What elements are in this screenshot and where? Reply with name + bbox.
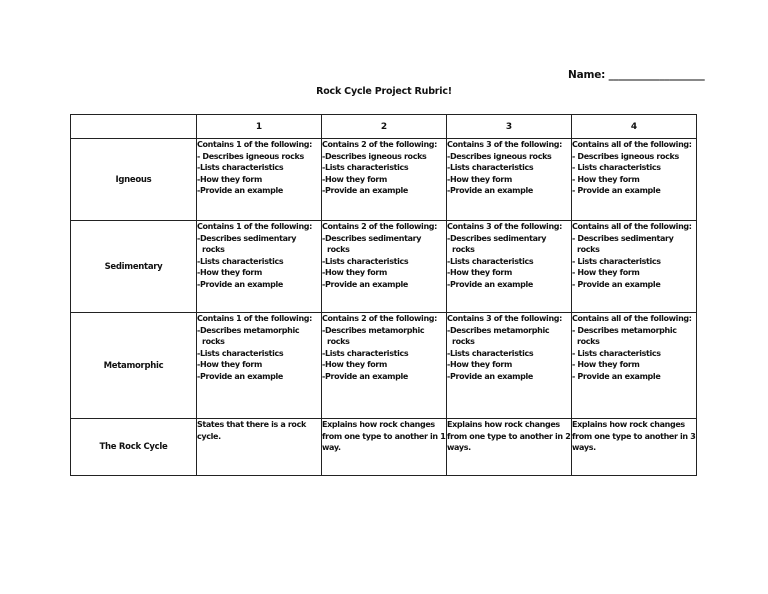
- cell-line: - Describes metamorphic: [572, 325, 677, 335]
- cell-line: -How they form: [322, 268, 387, 278]
- cell-line: Contains 1 of the following:: [197, 222, 313, 231]
- rubric-cell: [447, 139, 572, 221]
- cell-line: - Provide an example: [572, 371, 661, 381]
- cell-line: Contains all of the following:: [572, 222, 692, 231]
- rubric-cell: [322, 221, 447, 313]
- cell-line: -Provide an example: [447, 371, 533, 381]
- column-header-2: 2: [322, 115, 447, 139]
- cell-line: - Describes sedimentary: [572, 233, 674, 243]
- cell-line: -Provide an example: [447, 279, 533, 289]
- cell-line: Explains how rock changes from one type to another in 2 ways.: [447, 420, 571, 453]
- rubric-cell: [322, 313, 447, 419]
- cell-line: -Provide an example: [197, 371, 283, 381]
- cell-line: Contains 2 of the following:: [322, 222, 438, 231]
- rubric-cell: [447, 221, 572, 313]
- cell-line: -Provide an example: [322, 186, 408, 196]
- cell-line: Contains 3 of the following:: [447, 222, 563, 231]
- page-title: Rock Cycle Project Rubric!: [316, 86, 452, 97]
- cell-line: Contains all of the following:: [572, 314, 692, 323]
- cell-line: - Provide an example: [572, 186, 661, 196]
- cell-line: Contains 3 of the following:: [447, 314, 563, 323]
- cell-line: -Lists characteristics: [447, 256, 534, 266]
- cell-line: - How they form: [572, 360, 640, 370]
- cell-line: -Describes metamorphic: [447, 325, 550, 335]
- cell-line: -Describes igneous rocks: [447, 151, 552, 161]
- rubric-row-rock-cycle: [71, 419, 697, 476]
- rubric-cell: [197, 139, 322, 221]
- cell-line: -Describes sedimentary: [322, 233, 422, 243]
- cell-line: -Lists characteristics: [447, 348, 534, 358]
- cell-line: Explains how rock changes from one type to another in 1 way.: [322, 420, 446, 453]
- rubric-cell: [447, 313, 572, 419]
- cell-line: Contains 2 of the following:: [322, 140, 438, 149]
- cell-line: Contains 3 of the following:: [447, 140, 563, 149]
- column-header-4: 4: [572, 115, 697, 139]
- cell-line: -How they form: [447, 360, 512, 370]
- rubric-cell: [322, 139, 447, 221]
- cell-line: - Lists characteristics: [572, 256, 661, 266]
- cell-line: - Describes igneous rocks: [572, 151, 679, 161]
- row-header-rock-cycle: The Rock Cycle: [71, 419, 197, 476]
- cell-line: -Lists characteristics: [322, 256, 409, 266]
- rubric-cell: [197, 419, 322, 476]
- cell-line: -Describes metamorphic: [197, 325, 300, 335]
- name-field-label: Name: ___________________: [568, 69, 705, 81]
- cell-line: Contains 1 of the following:: [197, 314, 313, 323]
- cell-line: rocks: [202, 337, 225, 347]
- cell-line: -Describes sedimentary: [447, 233, 547, 243]
- rubric-cell: [572, 221, 697, 313]
- cell-line: rocks: [327, 245, 350, 255]
- row-header-metamorphic: Metamorphic: [71, 313, 197, 419]
- rubric-header-row: [71, 115, 697, 139]
- cell-line: - Lists characteristics: [572, 163, 661, 173]
- rubric-cell: [572, 139, 697, 221]
- column-header-blank: [71, 115, 197, 139]
- cell-line: -How they form: [197, 268, 262, 278]
- cell-line: -Lists characteristics: [197, 256, 284, 266]
- rubric-cell: [572, 419, 697, 476]
- cell-line: rocks: [327, 337, 350, 347]
- cell-line: Contains 1 of the following:: [197, 140, 313, 149]
- cell-line: -How they form: [322, 360, 387, 370]
- rubric-cell: [447, 419, 572, 476]
- cell-line: Explains how rock changes from one type to another in 3 ways.: [572, 420, 696, 453]
- cell-line: rocks: [452, 245, 475, 255]
- cell-line: -How they form: [197, 174, 262, 184]
- cell-line: -Lists characteristics: [322, 348, 409, 358]
- cell-line: -Describes igneous rocks: [322, 151, 427, 161]
- rubric-cell: [322, 419, 447, 476]
- cell-line: Contains all of the following:: [572, 140, 692, 149]
- cell-line: - How they form: [572, 174, 640, 184]
- column-header-1: 1: [197, 115, 322, 139]
- rubric-cell: [197, 313, 322, 419]
- cell-line: -Provide an example: [322, 279, 408, 289]
- cell-line: -Lists characteristics: [197, 348, 284, 358]
- rubric-cell: [197, 221, 322, 313]
- cell-line: -How they form: [322, 174, 387, 184]
- cell-line: - Provide an example: [572, 279, 661, 289]
- cell-line: -Provide an example: [197, 186, 283, 196]
- cell-line: rocks: [577, 337, 600, 347]
- rubric-row-igneous: [71, 139, 697, 221]
- cell-line: - Describes igneous rocks: [197, 151, 304, 161]
- cell-line: -How they form: [447, 174, 512, 184]
- cell-line: -How they form: [197, 360, 262, 370]
- rubric-cell: [572, 313, 697, 419]
- rubric-row-metamorphic: [71, 313, 697, 419]
- cell-line: - Lists characteristics: [572, 348, 661, 358]
- cell-line: -Provide an example: [322, 371, 408, 381]
- rubric-row-sedimentary: [71, 221, 697, 313]
- row-header-sedimentary: Sedimentary: [71, 221, 197, 313]
- cell-line: -Describes sedimentary: [197, 233, 297, 243]
- cell-line: -Lists characteristics: [447, 163, 534, 173]
- rubric-table: [70, 114, 697, 476]
- cell-line: -Provide an example: [447, 186, 533, 196]
- cell-line: -Lists characteristics: [197, 163, 284, 173]
- cell-line: -Describes metamorphic: [322, 325, 425, 335]
- cell-line: -Lists characteristics: [322, 163, 409, 173]
- cell-line: - How they form: [572, 268, 640, 278]
- cell-line: -Provide an example: [197, 279, 283, 289]
- cell-line: rocks: [202, 245, 225, 255]
- cell-line: rocks: [452, 337, 475, 347]
- cell-line: Contains 2 of the following:: [322, 314, 438, 323]
- cell-line: -How they form: [447, 268, 512, 278]
- cell-line: States that there is a rock cycle.: [197, 420, 306, 441]
- row-header-igneous: Igneous: [71, 139, 197, 221]
- column-header-3: 3: [447, 115, 572, 139]
- cell-line: rocks: [577, 245, 600, 255]
